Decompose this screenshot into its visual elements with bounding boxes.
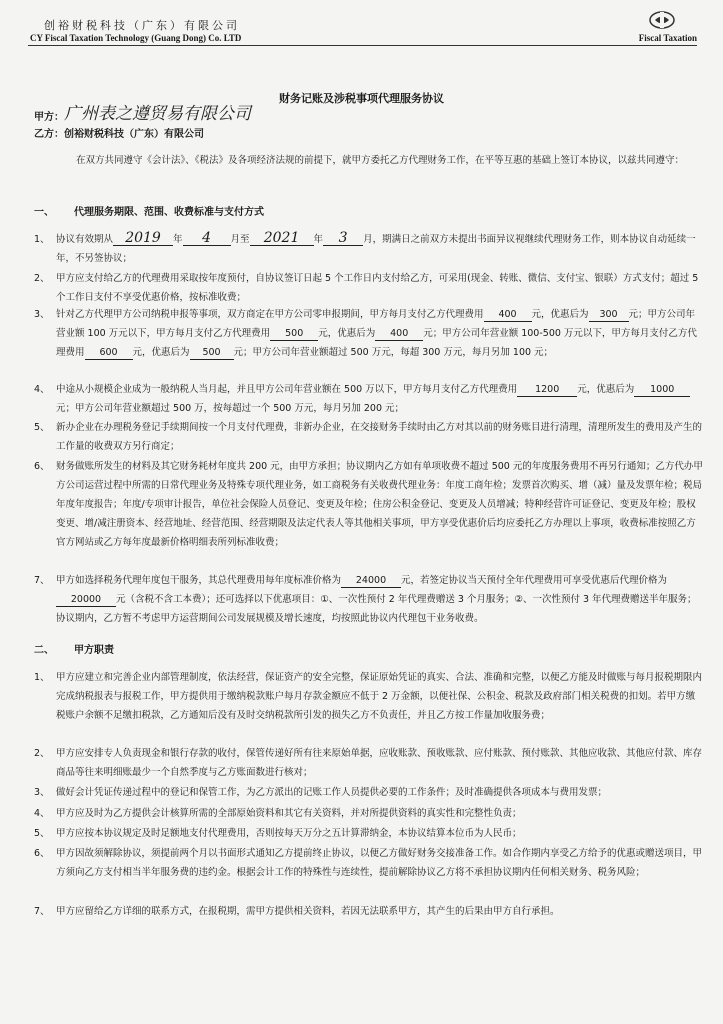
- section-2-title: 甲方职责: [74, 645, 114, 656]
- item-text: 元；甲方公司年营业额超过 500 万元，每超 300 万元，每月另加 100 元；: [233, 347, 554, 358]
- item-text: 年: [173, 234, 183, 245]
- item-text: 元，优惠后为: [318, 328, 376, 339]
- item-text: 甲方应支付给乙方的代理费用采取按年度预付，自协议签订日起 5 个工作日内支付给乙方，可采用(现金、转账、微信、支付宝、银联）方式支付；超过 5 个工作日支付不享受优惠价格，按标准收费；: [56, 273, 699, 303]
- section-1-item-2: [34, 269, 704, 307]
- section-2-item-1: [34, 668, 704, 725]
- annual-discount-price: 20000: [56, 594, 116, 607]
- party-a-handwritten-name: 广州表之遵贸易有限公司: [64, 104, 251, 124]
- item-text: 新办企业在办理税务登记手续期间按一个月支付代理费，非新办企业，在交接财务手续时由乙方对其以前的财务账目进行清理，清理所发生的费用及产生的工作量的收费双方另行商定；: [56, 422, 703, 452]
- party-b-label: 乙方：: [34, 129, 64, 140]
- item-text: 甲方应建立和完善企业内部管理制度，依法经营，保证资产的安全完整，保证原始凭证的真实、合法、准确和完整，以便乙方能及时做账与每月报税期限内完成纳税报表与报税工作，甲方提供用于缴纳税款账户每月存款金额应不低于 2 万金额，以便社保、公积金、税款及政府部门相关税费的扣划。若甲方缴税账户余额不足缴扣税款，乙方通知后没有及时交纳税款所引发的损失乙方不负责任，并且乙方按工作量加收服务费；: [56, 672, 703, 721]
- item-number: 2、: [34, 748, 50, 759]
- handwritten-end-month: 3: [323, 231, 363, 246]
- header-divider: [28, 45, 697, 46]
- item-text: 元，优惠后为: [577, 384, 635, 395]
- section-1-item-1: [34, 230, 704, 268]
- section-1-item-5: [34, 418, 704, 456]
- section-1-title: 代理服务期限、范围、收费标准与支付方式: [74, 207, 264, 218]
- item-text: 月，期满日之前双方未提出书面异议视继续代理财务工作，则本协议自动延续一年，不另签协议；: [56, 234, 696, 264]
- item-number: 4、: [34, 808, 50, 819]
- fee-1m-5m-discount: 500: [190, 347, 234, 360]
- fee-1m-5m: 600: [85, 347, 133, 360]
- item-number: 3、: [34, 309, 50, 320]
- section-1-number: 一、: [34, 207, 54, 218]
- item-number: 7、: [34, 906, 50, 917]
- fee-general-taxpayer-discount: 1000: [634, 384, 690, 397]
- item-text: 元；甲方公司年营业额 100 万元以下，甲方每月支付乙方代理费用: [56, 309, 696, 339]
- section-1-item-4: [34, 380, 704, 418]
- section-1-heading: [34, 203, 264, 218]
- item-text: 元，若签定协议当天预付全年代理费用可享受优惠后代理价格为: [401, 575, 668, 586]
- item-text: 元（含税不含工本费）；还可选择以下优惠项目：①、一次性预付 2 年代理费赠送 3 个月服务；②、一次性预付 3 年代理费赠送半年服务；协议期内，乙方暂不考虑甲方运营期间公司发展规模及增长速度，均按照此协议内代理包干业务收费。: [56, 594, 697, 624]
- item-text: 元，优惠后为: [531, 309, 589, 320]
- party-a: [34, 108, 64, 123]
- party-a-label: 甲方：: [34, 112, 64, 123]
- section-2-item-3: [34, 783, 704, 802]
- item-text: 元；甲方公司年营业额 100-500 万元以下，甲方每月支付乙方代理费用: [56, 328, 697, 358]
- item-number: 4、: [34, 384, 50, 395]
- handwritten-start-month: 4: [183, 231, 231, 246]
- item-text: 甲方如选择税务代理年度包干服务，其总代理费用每年度标准价格为: [56, 575, 342, 586]
- header-company-en: CY Fiscal Taxation Technology (Guang Dong) Co. LTD: [30, 33, 242, 43]
- fee-zero-declaration-discount: 300: [589, 309, 629, 322]
- item-text: 甲方应及时为乙方提供会计核算所需的全部原始资料和其它有关资料，并对所提供资料的真实性和完整性负责；: [56, 808, 522, 819]
- party-b-name: 创裕财税科技（广东）有限公司: [64, 129, 204, 140]
- item-text: 年: [313, 234, 324, 245]
- section-2-item-7: [34, 902, 704, 921]
- item-text: 甲方因故须解除协议，须提前两个月以书面形式通知乙方提前终止协议，以便乙方做好财务交接准备工作。如合作期内享受乙方给予的优惠或赠送项目，甲方须向乙方支付相当半年服务费的违约金。根据会计工作的特殊性与连续性，提前解除协议乙方将不承担协议期内任何相关财务、税务风险；: [56, 848, 703, 878]
- company-logo-icon: [648, 10, 676, 30]
- item-number: 6、: [34, 461, 50, 472]
- section-2-item-5: [34, 824, 704, 843]
- item-text: 财务做账所发生的材料及其它财务耗材年度共 200 元，由甲方承担；协议期内乙方如有单项收费不超过 500 元的年度服务费用不再另行通知；乙方代办甲方公司运营过程中所需的日常代理业务及特殊专项代理业务，如工商税务有关收费代理业务：年度工商年检；发票首次购买、增（减）量及发票年检；税局年度年度报告；年度/专项审计报告，单位社会保险人员登记、变更及年检；住房公积金登记、变更及人员增减；特种经营许可证登记、变更及年检；股权变更、增/减注册资本、经营地址、经营范围、经营期限及法定代表人等其他相关事项，甲方享受优惠价后均应委托乙方办理以上事项，收费标准按照乙方官方网站或乙方每年度最新价格明细表所列标准收费；: [56, 461, 703, 548]
- item-text: 元；甲方公司年营业额超过 500 万，按每超过一个 500 万元，每月另加 200 元；: [56, 403, 405, 414]
- item-text: 甲方应留给乙方详细的联系方式，在报税期，需甲方提供相关资料，若因无法联系甲方，其产生的后果由甲方自行承担。: [56, 906, 560, 917]
- intro-paragraph: 在双方共同遵守《会计法》、《税法》及各项经济法规的前提下，就甲方委托乙方代理财务工作，在平等互惠的基础上签订本协议，以兹共同遵守：: [76, 155, 685, 166]
- item-text: 甲方应安排专人负责现金和银行存款的收付，保管传递好所有往来原始单据，应收账款、预收账款、应付账款、预付账款、其他应收款、其他应付款、库存商品等往来明细账最少一个自然季度与乙方账面数进行核对；: [56, 748, 703, 778]
- header-right-label: Fiscal Taxation: [638, 33, 697, 43]
- annual-standard-price: 24000: [341, 575, 401, 588]
- handwritten-end-year: 2021: [250, 231, 314, 246]
- item-text: 元，优惠后为: [132, 347, 190, 358]
- item-text: 做好会计凭证传递过程中的登记和保管工作，为乙方派出的记账工作人员提供必要的工作条件；及时准确提供各项成本与费用发票；: [56, 787, 608, 798]
- header-company-cn: 创裕财税科技（广东）有限公司: [44, 19, 240, 32]
- fee-zero-declaration: 400: [484, 309, 532, 322]
- section-1-item-3: [34, 305, 704, 362]
- section-2-heading: [34, 641, 114, 656]
- item-number: 7、: [34, 575, 50, 586]
- section-2-item-4: [34, 804, 704, 823]
- fee-under-1m: 500: [270, 328, 318, 341]
- item-number: 3、: [34, 787, 50, 798]
- document-title: 财务记账及涉税事项代理服务协议: [279, 92, 444, 105]
- item-text: 协议有效期从: [56, 234, 114, 245]
- section-1-item-7: [34, 571, 704, 628]
- fee-under-1m-discount: 400: [375, 328, 423, 341]
- item-number: 5、: [34, 828, 50, 839]
- item-text: 甲方应按本协议规定及时足额地支付代理费用，否则按每天万分之五计算滞纳金，本协议结算本位币为人民币；: [56, 828, 522, 839]
- section-1-item-6: [34, 457, 704, 552]
- item-text: 针对乙方代理甲方公司纳税申报等事项，双方商定在甲方公司零申报期间，甲方每月支付乙方代理费用: [56, 309, 484, 320]
- item-number: 1、: [34, 234, 50, 245]
- item-text: 月至: [230, 234, 250, 245]
- item-text: 中途从小规模企业成为一般纳税人当月起，并且甲方公司年营业额在 500 万以下，甲方每月支付乙方代理费用: [56, 384, 518, 395]
- party-b: [34, 125, 204, 140]
- fee-general-taxpayer: 1200: [517, 384, 577, 397]
- section-2-number: 二、: [34, 645, 54, 656]
- item-number: 2、: [34, 273, 50, 284]
- item-number: 5、: [34, 422, 50, 433]
- section-2-item-6: [34, 844, 704, 882]
- item-number: 1、: [34, 672, 50, 683]
- section-2-item-2: [34, 744, 704, 782]
- item-number: 6、: [34, 848, 50, 859]
- handwritten-start-year: 2019: [113, 231, 173, 246]
